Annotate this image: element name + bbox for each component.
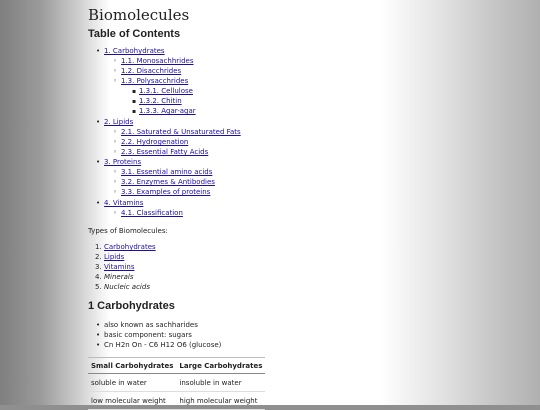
toc-item-carbohydrates[interactable] [104,47,165,56]
table-cell: high molecular weight [176,392,265,410]
table-row [88,374,265,392]
document-page [88,0,418,405]
toc-item-hydrogenation[interactable] [121,138,188,147]
list-number: 3. [95,263,102,271]
types-link-carbohydrates[interactable]: Carbohydrates [104,243,156,251]
list-item [95,273,134,282]
types-item-minerals: Minerals [104,273,134,281]
toc-item-polysacchrides[interactable] [121,77,188,86]
types-intro: Types of Biomolecules: [88,227,168,235]
toc-item-enzymes[interactable] [121,178,215,187]
list-item: • also known as sachharides [104,321,198,330]
toc-link[interactable]: 2.2. Hydrogenation [121,138,189,146]
toc-link[interactable]: 4.1. Classification [121,209,183,217]
list-item: • basic component: sugars [104,331,192,340]
toc-link[interactable]: 3.3. Examples of proteins [121,188,211,196]
list-number: 5. [95,283,102,291]
table-header-cell: Small Carbohydrates [88,358,176,374]
toc-item-amino-acids[interactable] [121,168,212,177]
toc-link[interactable]: 1.1. Monosachhrides [121,57,194,65]
table-cell: insoluble in water [176,374,265,392]
carbohydrates-table [88,357,265,410]
toc-item-agar-agar[interactable] [139,107,196,116]
toc-item-classification[interactable] [121,209,183,218]
toc-link[interactable]: 1.2. Disacchrides [121,67,182,75]
types-link-vitamins[interactable]: Vitamins [104,263,135,271]
toc-link[interactable]: 1.3.3. Agar-agar [139,107,196,115]
toc-item-fatty-acids[interactable] [121,148,208,157]
toc-link[interactable]: 3. Proteins [104,158,142,166]
toc-link[interactable]: 1. Carbohydrates [104,47,165,55]
section-heading-carbohydrates: 1 Carbohydrates [88,300,175,312]
toc-item-lipids[interactable] [104,118,133,127]
types-link-lipids[interactable]: Lipids [104,253,125,261]
page-title: Biomolecules [88,6,190,24]
toc-item-disacchrides[interactable] [121,67,181,76]
toc-item-proteins[interactable] [104,158,141,167]
list-item [95,263,135,272]
list-number: 2. [95,253,102,261]
toc-item-cellulose[interactable] [139,87,193,96]
list-item [95,243,156,252]
toc-link[interactable]: 3.1. Essential amino acids [121,168,213,176]
list-item: • Cn H2n On - C6 H12 O6 (glucose) [104,341,221,350]
toc-item-fats[interactable] [121,128,241,137]
table-header-row [88,358,265,374]
table-header-cell: Large Carbohydrates [176,358,265,374]
table-cell: soluble in water [88,374,176,392]
toc-item-vitamins[interactable] [104,199,143,208]
list-number: 1. [95,243,102,251]
toc-link[interactable]: 3.2. Enzymes & Antibodies [121,178,215,186]
toc-link[interactable]: 1.3.1. Cellulose [139,87,193,95]
toc-link[interactable]: 1.3. Polysacchrides [121,77,189,85]
list-item [95,253,125,262]
toc-item-examples-proteins[interactable] [121,188,210,197]
table-row [88,392,265,410]
types-item-nucleic-acids: Nucleic acids [104,283,150,291]
toc-link[interactable]: 1.3.2. Chitin [139,97,182,105]
table-cell: low molecular weight [88,392,176,410]
list-item [95,283,150,292]
toc-link[interactable]: 2. Lipids [104,118,134,126]
toc-link[interactable]: 4. Vitamins [104,199,144,207]
toc-link[interactable]: 2.1. Saturated & Unsaturated Fats [121,128,241,136]
list-number: 4. [95,273,102,281]
toc-item-monosachhrides[interactable] [121,57,194,66]
toc-link[interactable]: 2.3. Essential Fatty Acids [121,148,209,156]
toc-item-chitin[interactable] [139,97,182,106]
toc-heading: Table of Contents [88,28,181,40]
